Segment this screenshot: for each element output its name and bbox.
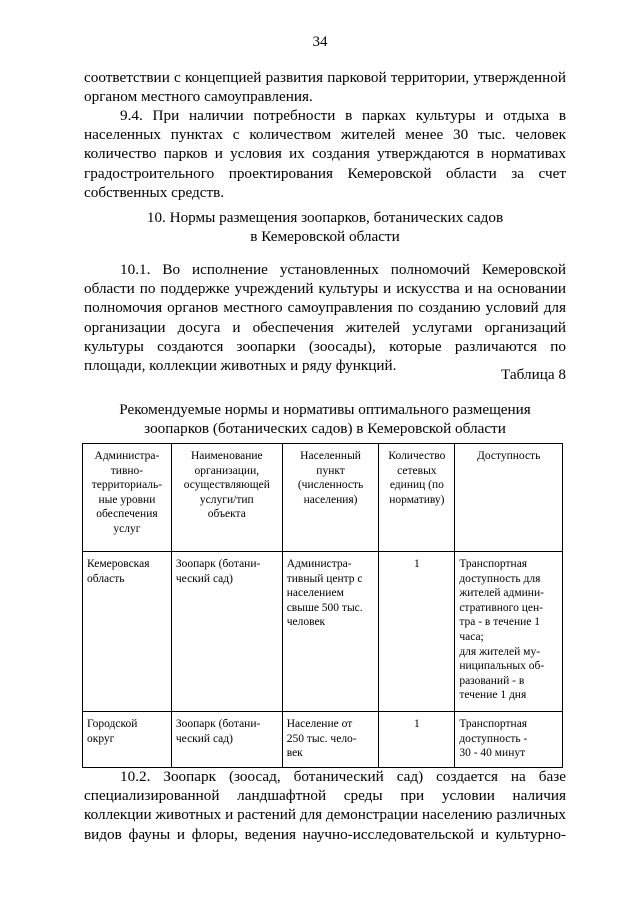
text-line: организации досуга и обеспечения жителей услугами организаций (84, 318, 566, 336)
page-number: 34 (312, 34, 328, 50)
cell-organization: Зоопарк (ботани- ческий сад) (171, 552, 282, 712)
section-heading (84, 208, 566, 246)
cell-unit-count: 1 (379, 552, 455, 712)
text-line: области по поддержке учреждений культуры и искусства и на основании (84, 280, 566, 298)
table-header-row (83, 444, 563, 552)
cell-settlement: Население от 250 тыс. чело- век (282, 712, 379, 768)
text-line: собственных средств. (84, 183, 225, 201)
text-line: полномочия органов местного самоуправления по созданию условий для (84, 299, 566, 317)
text-line: органом местного самоуправления. (84, 88, 313, 106)
norms-table (82, 443, 563, 768)
text-line: видов фауны и флоры, ведения научно-исследовательской и культурно- (84, 825, 566, 843)
header-organization: Наименование организации, осуществляющей услуги/тип объекта (171, 444, 282, 552)
text-line: количество парков и условия их создания утверждаются в нормативах (84, 145, 566, 163)
text-line: специализированной ландшафтной среды при условии наличия (84, 787, 566, 805)
text-line: коллекции животных и растений для демонстрации населению различных (84, 806, 566, 824)
cell-settlement: Администра- тивный центр с населением свыше 500 тыс. человек (282, 552, 379, 712)
heading-line: в Кемеровской области (250, 228, 400, 246)
text-line: 9.4. При наличии потребности в парках культуры и отдыха в (120, 107, 566, 124)
text-line: населенных пунктах с количеством жителей менее 30 тыс. человек (84, 126, 566, 144)
table-title (84, 400, 566, 438)
text-line: 10.2. Зоопарк (зоосад, ботанический сад) создается на базе (120, 768, 566, 785)
table-title-line: зоопарков (ботанических садов) в Кемеровской области (144, 420, 506, 438)
cell-accessibility: Транспортная доступность - 30 - 40 минут (455, 712, 563, 768)
text-line: культуры создаются зоопарки (зоосады), которые различаются по (84, 337, 566, 355)
table-title-line: Рекомендуемые нормы и нормативы оптимального размещения (119, 401, 531, 418)
header-unit-count: Количество сетевых единиц (по нормативу) (379, 444, 455, 552)
header-admin-level: Администра- тивно- территориаль- ные уровни обеспечения услуг (83, 444, 172, 552)
text-line: соответствии с концепцией развития парковой территории, утвержденной (84, 69, 566, 86)
cell-unit-count: 1 (379, 712, 455, 768)
heading-line: 10. Нормы размещения зоопарков, ботанических садов (146, 209, 504, 226)
table-row (83, 552, 563, 712)
text-line: градостроительного проектирования Кемеровской области за счет (84, 164, 566, 182)
header-settlement: Населенный пункт (численность населения) (282, 444, 379, 552)
table-row (83, 712, 563, 768)
cell-organization: Зоопарк (ботани- ческий сад) (171, 712, 282, 768)
text-line: площади, коллекции животных и ряду функций. (84, 357, 397, 375)
cell-admin-level: Городской округ (83, 712, 172, 768)
paragraph-10-2 (84, 767, 566, 844)
cell-admin-level: Кемеровская область (83, 552, 172, 712)
header-accessibility: Доступность (455, 444, 563, 552)
paragraph-9-4 (84, 106, 566, 202)
paragraph-continuation (84, 68, 566, 106)
text-line: 10.1. Во исполнение установленных полномочий Кемеровской (120, 261, 566, 278)
table-label: Таблица 8 (501, 366, 566, 383)
cell-accessibility: Транспортная доступность для жителей админи- стративного цен- тра - в течение 1 часа; для жителей му- ниципальных об- разований - в течение 1 дня (455, 552, 563, 712)
paragraph-10-1 (84, 260, 566, 375)
